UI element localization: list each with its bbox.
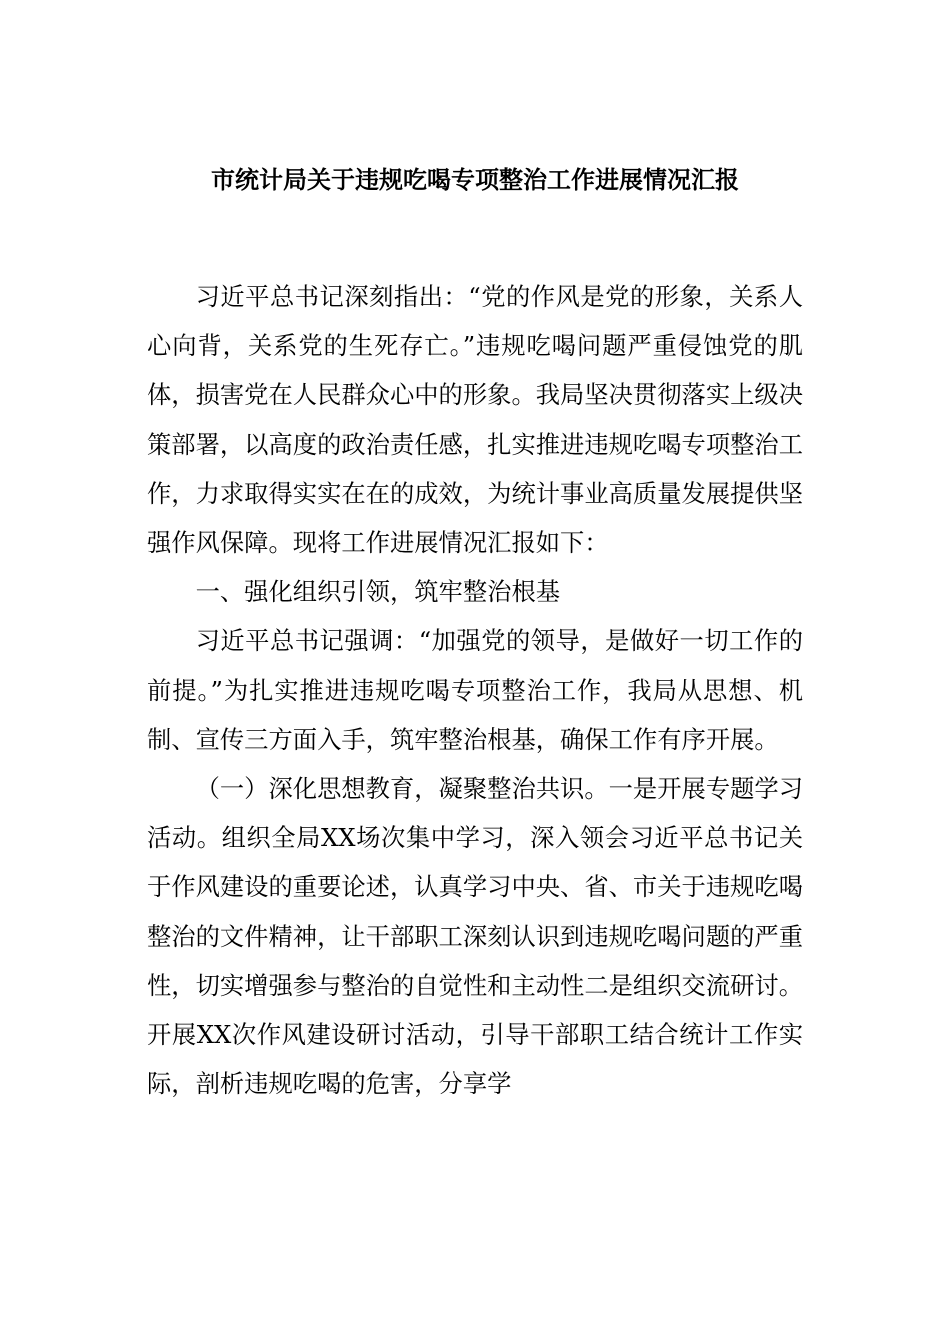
intro-paragraph: 习近平总书记深刻指出：“党的作风是党的形象，关系人心向背，关系党的生死存亡。”违规吃喝问题严重侵蚀党的肌体，损害党在人民群众心中的形象。我局坚决贯彻落实上级决策部署，以高度的政治责任感，扎实推进违规吃喝专项整治工作，力求取得实实在在的成效，为统计事业高质量发展提供坚强作风保障。现将工作进展情况汇报如下： xyxy=(147,282,804,558)
document-body xyxy=(147,272,803,1108)
subsection-1-paragraph: （一）深化思想教育，凝聚整治共识。一是开展专题学习活动。组织全局XX场次集中学习，深入领会习近平总书记关于作风建设的重要论述，认真学习中央、省、市关于违规吃喝整治的文件精神，让干部职工深刻认识到违规吃喝问题的严重性，切实增强参与整治的自觉性和主动性二是组织交流研讨。开展XX次作风建设研讨活动，引导干部职工结合统计工作实际，剖析违规吃喝的危害，分享学 xyxy=(147,774,804,1099)
section-heading-1: 一、强化组织引领，筑牢整治根基 xyxy=(195,577,561,607)
document-title: 市统计局关于违规吃喝专项整治工作进展情况汇报 xyxy=(211,165,739,194)
section-1-intro-paragraph: 习近平总书记强调：“加强党的领导，是做好一切工作的前提。”为扎实推进违规吃喝专项整治工作，我局从思想、机制、宣传三方面入手，筑牢整治根基，确保工作有序开展。 xyxy=(147,626,803,754)
